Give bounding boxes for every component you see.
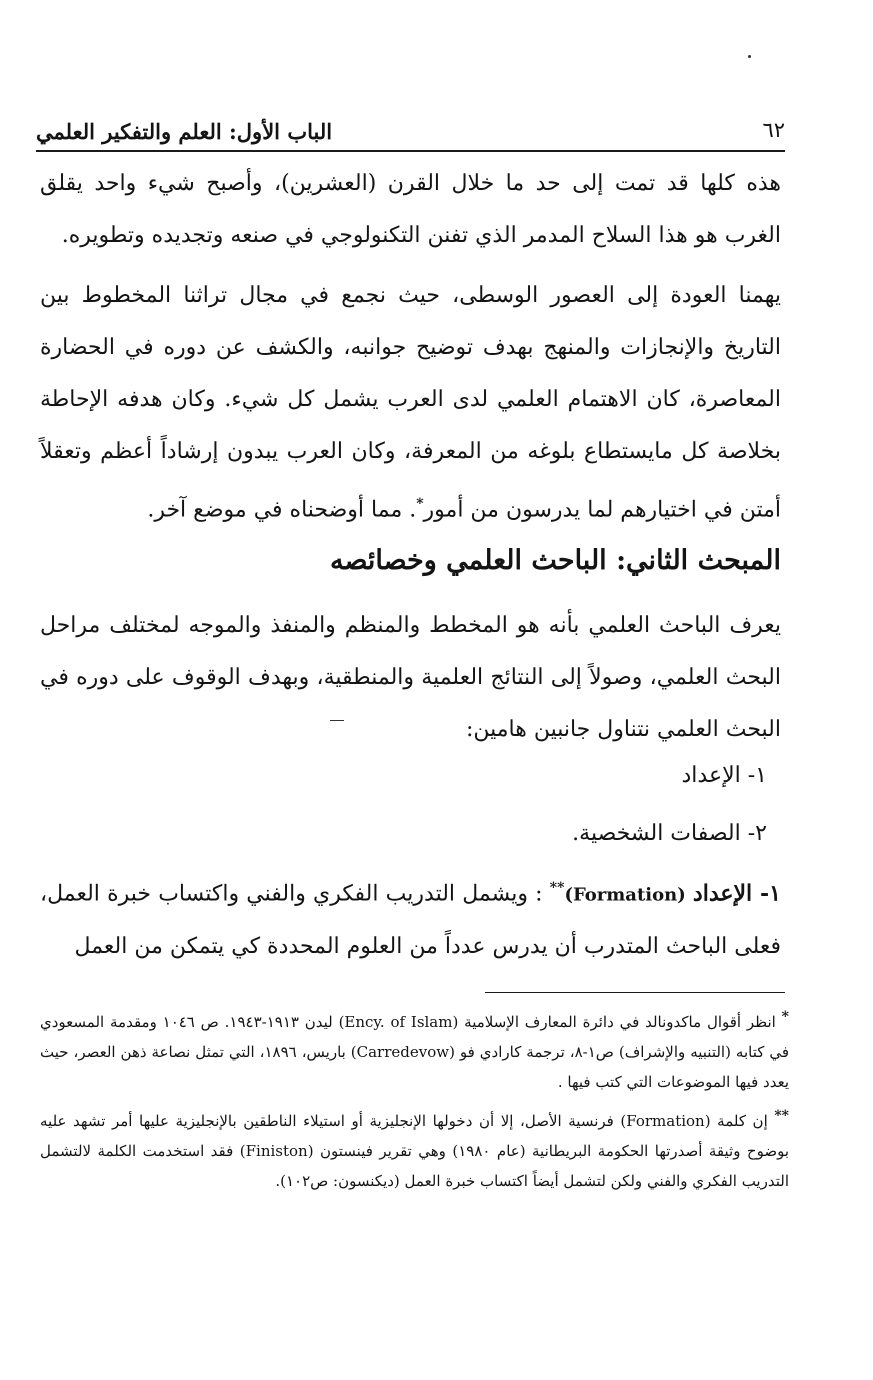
paragraph-4-lead: ١- الإعداد [692, 880, 781, 907]
paragraph-4-term: (Formation) [564, 884, 686, 906]
footnote-2-text: إن كلمة (Formation) فرنسية الأصل، إلا أن دخولها الإنجليزية أو استيلاء الناطقين بالإنجليزية عليها أمر تشهد عليه بوضوح وثيقة أصدرتها الحكومة البريطانية (عام ١٩٨٠) وهي تقرير فينستون (Finiston) فقد استخدمت الكلمة لالتشمل التدريب الفكري والفني ولكن لتشمل أيضاً اكتساب خبرة العمل (ديكنسون: ص١٠٢). [40, 1112, 789, 1190]
paragraph-3-text: يعرف الباحث العلمي بأنه هو المخطط والمنظم والمنفذ والموجه لمختلف مراحل البحث العلمي، وصولاً إلى النتائج العلمية والمنطقية، وبهدف الوقوف على دوره في البحث العلمي نتناول جانبين هامين: [40, 613, 781, 742]
paragraph-3 [40, 600, 781, 756]
paragraph-2-text [40, 270, 781, 536]
section-heading: المبحث الثاني: الباحث العلمي وخصائصه [330, 545, 781, 576]
footnote-2-mark: ** [774, 1108, 789, 1124]
paragraph-4-rest: : ويشمل التدريب الفكري والفني واكتساب خبرة العمل، فعلى الباحث المتدرب أن يدرس عدداً من العلوم المحددة كي يتمكن من العمل [40, 881, 781, 960]
paragraph-4 [40, 862, 781, 973]
footnote-1-mark: * [781, 1009, 789, 1025]
paragraph-2 [40, 270, 781, 536]
page-number: ٦٢ [762, 118, 785, 142]
footnote-ref-2: ** [549, 880, 565, 896]
running-header [36, 110, 785, 152]
list-item-preparation: ١- الإعداد [681, 763, 767, 788]
paragraph-1-text: هذه كلها قد تمت إلى حد ما خلال القرن (العشرين)، وأصبح شيء واحد يقلق الغرب هو هذا السلاح المدمر الذي تفنن التكنولوجي في صنعه وتجديده وتطويره. [40, 171, 781, 248]
footnote-2 [40, 1101, 789, 1196]
scan-speck [748, 55, 751, 58]
paragraph-1 [40, 158, 781, 262]
footnotes [40, 1002, 789, 1200]
chapter-title: الباب الأول: العلم والتفكير العلمي [36, 119, 333, 144]
paragraph-2-end: . مما أوضحناه في موضع آخر. [147, 497, 417, 523]
paragraph-4-text [40, 862, 781, 973]
footnote-separator [485, 992, 785, 993]
list-item-personal-traits: ٢- الصفات الشخصية. [572, 821, 767, 846]
paragraph-2-main: يهمنا العودة إلى العصور الوسطى، حيث نجمع في مجال تراثنا المخطوط بين التاريخ والإنجازات والمنهج بهدف توضيح جوانبه، والكشف عن دوره في الحضارة المعاصرة، كان الاهتمام العلمي لدى العرب يشمل كل شيء. وكان هدفه الإحاطة بخلاصة كل مايستطاع بلوغه من المعرفة، وكان العرب يبدون إرشاداً أعظم وتعقلاً أمتن في اختيارهم لما يدرسون من أمور [40, 283, 781, 523]
footnote-1 [40, 1002, 789, 1097]
footnote-ref-1: * [416, 496, 424, 512]
footnote-1-text: انظر أقوال ماكدونالد في دائرة المعارف الإسلامية (Ency. of Islam) ليدن ١٩١٣-١٩٤٣. ص ١٠٤٦ ومقدمة المسعودي في كتابه (التنبيه والإشراف) ص١-٨، ترجمة كارادي فو (Carredevow) باريس، ١٨٩٦، التي تمثل نصاعة ذهن العصر، حيث يعدد فيها الموضوعات التي كتب فيها . [40, 1013, 789, 1091]
scan-speck [330, 720, 344, 721]
